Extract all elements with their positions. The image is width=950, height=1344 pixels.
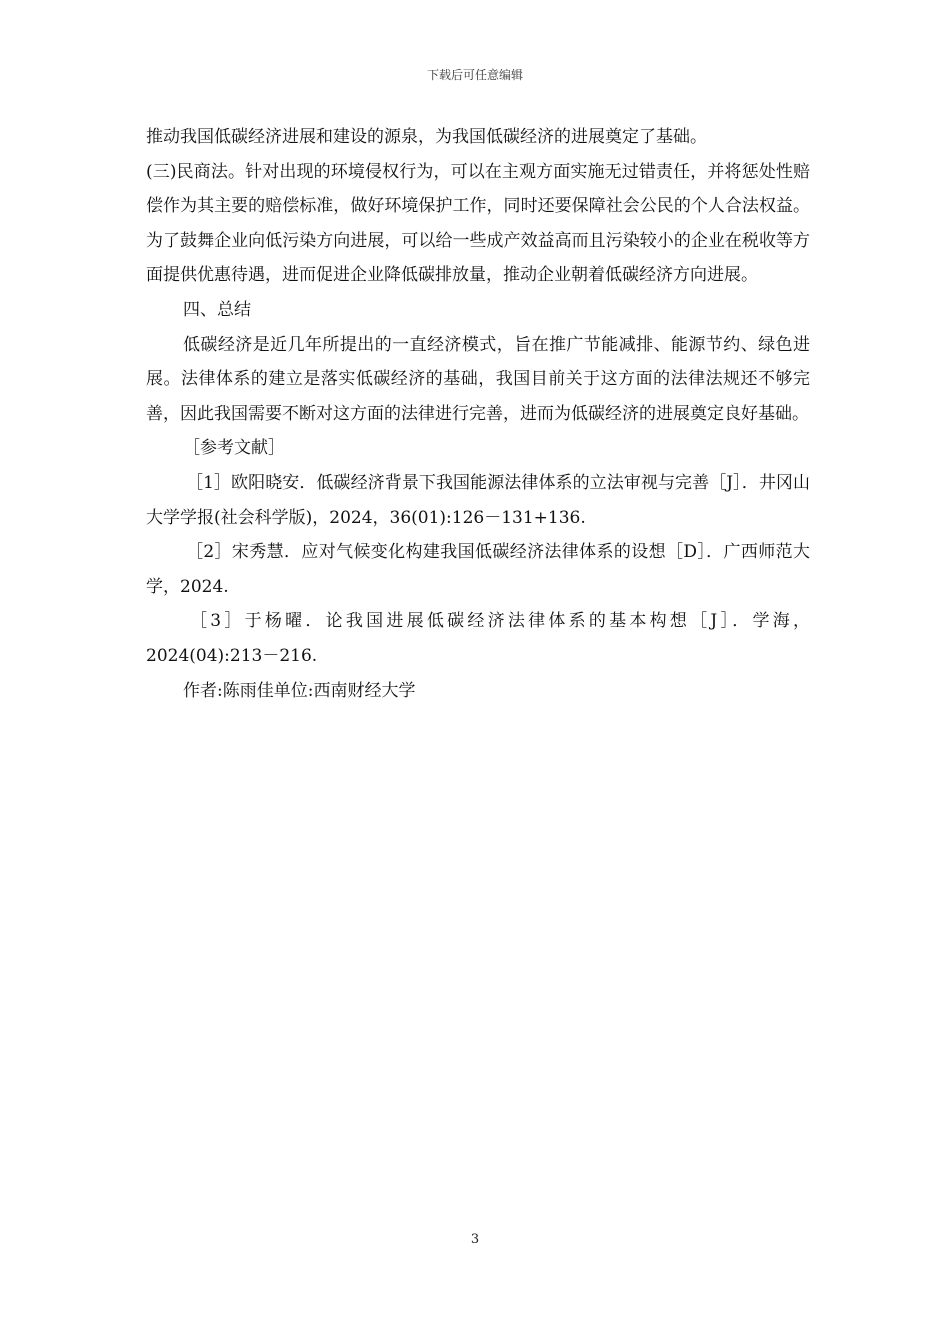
author-line: 作者:陈雨佳单位:西南财经大学: [183, 680, 416, 701]
reference-item-1: ［1］欧阳晓安．低碳经济背景下我国能源法律体系的立法审视与完善［J］．井冈山大学学报(社会科学版)，2024，36(01):126－131+136.: [146, 472, 810, 528]
page-header: 下载后可任意编辑: [426, 68, 523, 82]
references-heading: ［参考文献］: [183, 438, 285, 459]
reference-item-2: ［2］宋秀慧．应对气候变化构建我国低碳经济法律体系的设想［D］．广西师范大学，2024.: [146, 542, 810, 597]
paragraph-civil-law: (三)民商法。针对出现的环境侵权行为，可以在主观方面实施无过错责任，并将惩处性赔偿作为其主要的赔偿标准，做好环境保护工作，同时还要保障社会公民的个人合法权益。为了鼓舞企业向低污染方向进展，可以给一些成产效益高而且污染较小的企业在税收等方面提供优惠待遇，进而促进企业降低碳排放量，推动企业朝着低碳经济方向进展。: [146, 161, 810, 286]
paragraph-continuation: 推动我国低碳经济进展和建设的源泉，为我国低碳经济的进展奠定了基础。: [146, 127, 707, 147]
paragraph-summary: 低碳经济是近几年所提出的一直经济模式，旨在推广节能减排、能源节约、绿色进展。法律体系的建立是落实低碳经济的基础，我国目前关于这方面的法律法规还不够完善，因此我国需要不断对这方面的法律进行完善，进而为低碳经济的进展奠定良好基础。: [146, 334, 810, 424]
reference-item-3: ［3］于杨曜．论我国进展低碳经济法律体系的基本构想［J］．学海，2024(04):213－216.: [146, 611, 810, 666]
document-body: [146, 120, 810, 708]
page-number: 3: [470, 1232, 480, 1247]
section-heading-summary: 四、总结: [183, 299, 251, 320]
